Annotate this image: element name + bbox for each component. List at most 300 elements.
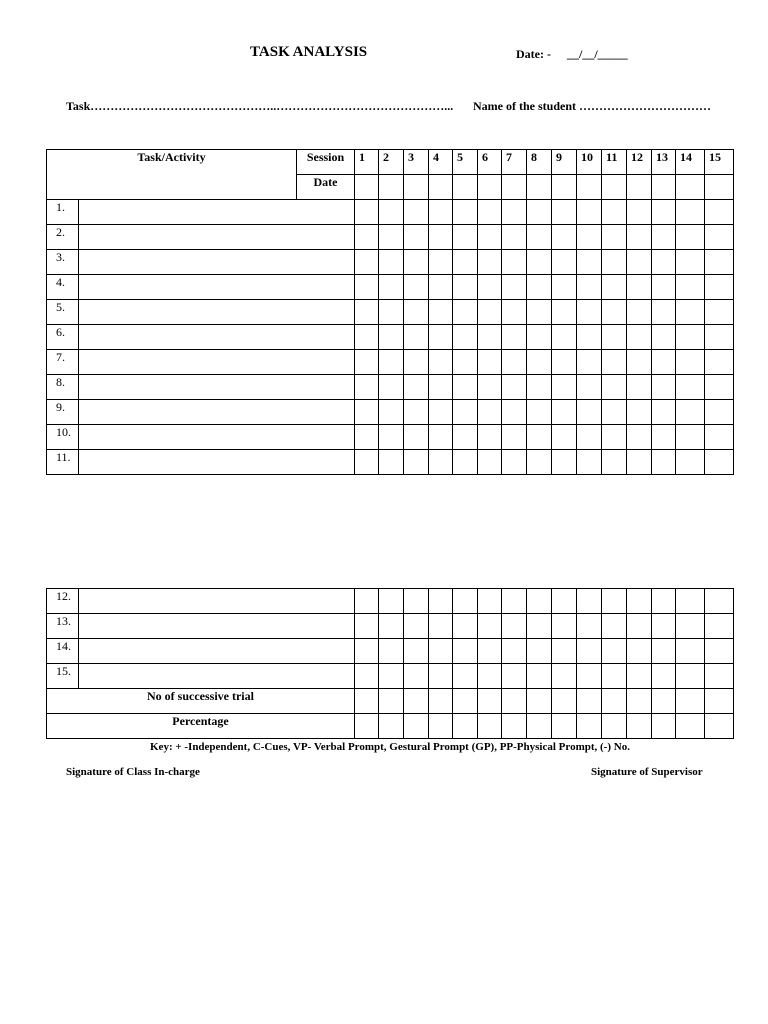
step-session-cell[interactable] [429, 250, 453, 275]
step-session-cell[interactable] [527, 425, 552, 450]
step-session-cell[interactable] [552, 400, 577, 425]
percentage-cell[interactable] [627, 714, 652, 739]
step-description-field[interactable] [79, 250, 355, 275]
step-session-cell[interactable] [577, 275, 602, 300]
step-session-cell[interactable] [355, 639, 379, 664]
step-session-cell[interactable] [502, 614, 527, 639]
step-session-cell[interactable] [602, 225, 627, 250]
step-session-cell[interactable] [705, 225, 734, 250]
step-session-cell[interactable] [429, 639, 453, 664]
step-description-field[interactable] [79, 614, 355, 639]
step-session-cell[interactable] [453, 375, 478, 400]
step-session-cell[interactable] [602, 450, 627, 475]
step-number: 6. [47, 325, 79, 350]
step-session-cell[interactable] [429, 275, 453, 300]
step-session-cell[interactable] [577, 375, 602, 400]
step-session-cell[interactable] [502, 425, 527, 450]
step-session-cell[interactable] [453, 614, 478, 639]
step-session-cell[interactable] [404, 375, 429, 400]
successive-trial-cell[interactable] [478, 689, 502, 714]
step-session-cell[interactable] [429, 325, 453, 350]
step-session-cell[interactable] [478, 200, 502, 225]
step-session-cell[interactable] [552, 300, 577, 325]
step-session-cell[interactable] [627, 639, 652, 664]
session-number-7: 7 [502, 150, 527, 175]
step-description-field[interactable] [79, 200, 355, 225]
step-session-cell[interactable] [676, 639, 705, 664]
step-session-cell[interactable] [355, 325, 379, 350]
step-session-cell[interactable] [502, 325, 527, 350]
step-session-cell[interactable] [652, 300, 676, 325]
step-description-field[interactable] [79, 425, 355, 450]
step-session-cell[interactable] [429, 664, 453, 689]
step-session-cell[interactable] [705, 589, 734, 614]
step-session-cell[interactable] [705, 250, 734, 275]
step-session-cell[interactable] [502, 225, 527, 250]
step-session-cell[interactable] [676, 664, 705, 689]
step-session-cell[interactable] [552, 375, 577, 400]
step-session-cell[interactable] [602, 350, 627, 375]
session-date-cell[interactable] [429, 175, 453, 200]
successive-trial-cell[interactable] [429, 689, 453, 714]
percentage-cell[interactable] [652, 714, 676, 739]
step-session-cell[interactable] [453, 275, 478, 300]
session-date-cell[interactable] [676, 175, 705, 200]
step-session-cell[interactable] [478, 275, 502, 300]
step-session-cell[interactable] [602, 250, 627, 275]
successive-trial-cell[interactable] [527, 689, 552, 714]
session-date-cell[interactable] [453, 175, 478, 200]
percentage-cell[interactable] [478, 714, 502, 739]
step-session-cell[interactable] [552, 250, 577, 275]
percentage-cell[interactable] [404, 714, 429, 739]
step-session-cell[interactable] [602, 664, 627, 689]
step-session-cell[interactable] [577, 425, 602, 450]
step-session-cell[interactable] [404, 350, 429, 375]
step-session-cell[interactable] [652, 325, 676, 350]
step-session-cell[interactable] [676, 350, 705, 375]
step-session-cell[interactable] [527, 275, 552, 300]
signature-supervisor: Signature of Supervisor [591, 766, 703, 778]
step-description-field[interactable] [79, 589, 355, 614]
step-session-cell[interactable] [577, 614, 602, 639]
step-session-cell[interactable] [478, 589, 502, 614]
step-session-cell[interactable] [552, 350, 577, 375]
step-session-cell[interactable] [478, 614, 502, 639]
session-date-cell[interactable] [552, 175, 577, 200]
session-date-cell[interactable] [379, 175, 404, 200]
step-session-cell[interactable] [527, 614, 552, 639]
step-session-cell[interactable] [379, 300, 404, 325]
step-session-cell[interactable] [502, 589, 527, 614]
step-session-cell[interactable] [355, 250, 379, 275]
step-session-cell[interactable] [453, 350, 478, 375]
successive-trial-cell[interactable] [453, 689, 478, 714]
step-session-cell[interactable] [478, 450, 502, 475]
session-date-cell[interactable] [602, 175, 627, 200]
step-session-cell[interactable] [552, 589, 577, 614]
step-session-cell[interactable] [652, 664, 676, 689]
step-session-cell[interactable] [627, 325, 652, 350]
step-session-cell[interactable] [355, 225, 379, 250]
step-number: 1. [47, 200, 79, 225]
step-session-cell[interactable] [627, 350, 652, 375]
step-session-cell[interactable] [652, 375, 676, 400]
step-session-cell[interactable] [429, 589, 453, 614]
step-session-cell[interactable] [429, 225, 453, 250]
step-session-cell[interactable] [552, 664, 577, 689]
step-session-cell[interactable] [453, 300, 478, 325]
percentage-cell[interactable] [527, 714, 552, 739]
step-session-cell[interactable] [676, 450, 705, 475]
step-description-field[interactable] [79, 639, 355, 664]
step-session-cell[interactable] [355, 664, 379, 689]
step-session-cell[interactable] [627, 225, 652, 250]
percentage-cell[interactable] [379, 714, 404, 739]
step-session-cell[interactable] [429, 425, 453, 450]
step-session-cell[interactable] [453, 589, 478, 614]
step-session-cell[interactable] [676, 614, 705, 639]
step-session-cell[interactable] [577, 325, 602, 350]
percentage-cell[interactable] [577, 714, 602, 739]
step-session-cell[interactable] [502, 275, 527, 300]
step-session-cell[interactable] [429, 450, 453, 475]
step-description-field[interactable] [79, 225, 355, 250]
step-session-cell[interactable] [627, 275, 652, 300]
step-description-field[interactable] [79, 450, 355, 475]
step-session-cell[interactable] [404, 664, 429, 689]
step-session-cell[interactable] [355, 589, 379, 614]
date-label: Date: - [516, 47, 551, 61]
step-session-cell[interactable] [453, 200, 478, 225]
step-session-cell[interactable] [527, 639, 552, 664]
successive-trial-cell[interactable] [627, 689, 652, 714]
step-session-cell[interactable] [379, 325, 404, 350]
successive-trial-label: No of successive trial [47, 689, 355, 714]
step-session-cell[interactable] [527, 375, 552, 400]
step-session-cell[interactable] [705, 425, 734, 450]
step-session-cell[interactable] [577, 250, 602, 275]
step-session-cell[interactable] [453, 225, 478, 250]
step-session-cell[interactable] [577, 200, 602, 225]
step-session-cell[interactable] [429, 614, 453, 639]
step-session-cell[interactable] [355, 375, 379, 400]
step-description-field[interactable] [79, 300, 355, 325]
step-session-cell[interactable] [602, 275, 627, 300]
step-session-cell[interactable] [627, 425, 652, 450]
step-session-cell[interactable] [404, 300, 429, 325]
step-session-cell[interactable] [379, 450, 404, 475]
step-session-cell[interactable] [705, 275, 734, 300]
session-number-9: 9 [552, 150, 577, 175]
session-date-cell[interactable] [705, 175, 734, 200]
step-session-cell[interactable] [577, 450, 602, 475]
step-session-cell[interactable] [379, 375, 404, 400]
task-line: Task………………………………………..……………………………………... [66, 99, 454, 113]
step-session-cell[interactable] [355, 350, 379, 375]
step-session-cell[interactable] [627, 250, 652, 275]
step-session-cell[interactable] [379, 275, 404, 300]
step-session-cell[interactable] [429, 300, 453, 325]
step-session-cell[interactable] [676, 325, 705, 350]
step-session-cell[interactable] [478, 225, 502, 250]
step-session-cell[interactable] [478, 300, 502, 325]
step-session-cell[interactable] [453, 250, 478, 275]
step-session-cell[interactable] [676, 400, 705, 425]
successive-trial-cell[interactable] [404, 689, 429, 714]
step-session-cell[interactable] [404, 325, 429, 350]
step-session-cell[interactable] [602, 614, 627, 639]
step-session-cell[interactable] [527, 450, 552, 475]
step-session-cell[interactable] [453, 639, 478, 664]
step-session-cell[interactable] [552, 275, 577, 300]
step-session-cell[interactable] [355, 200, 379, 225]
session-date-cell[interactable] [627, 175, 652, 200]
step-session-cell[interactable] [502, 300, 527, 325]
step-session-cell[interactable] [552, 225, 577, 250]
step-session-cell[interactable] [627, 450, 652, 475]
step-session-cell[interactable] [705, 450, 734, 475]
step-session-cell[interactable] [627, 664, 652, 689]
date-blank: __/__/_____ [567, 47, 628, 61]
step-session-cell[interactable] [429, 400, 453, 425]
step-session-cell[interactable] [577, 589, 602, 614]
step-session-cell[interactable] [478, 375, 502, 400]
step-session-cell[interactable] [502, 400, 527, 425]
step-session-cell[interactable] [602, 639, 627, 664]
percentage-cell[interactable] [453, 714, 478, 739]
step-session-cell[interactable] [577, 300, 602, 325]
step-session-cell[interactable] [502, 250, 527, 275]
percentage-cell[interactable] [502, 714, 527, 739]
step-session-cell[interactable] [676, 225, 705, 250]
percentage-cell[interactable] [355, 714, 379, 739]
step-session-cell[interactable] [652, 614, 676, 639]
step-session-cell[interactable] [652, 400, 676, 425]
step-session-cell[interactable] [379, 589, 404, 614]
step-session-cell[interactable] [527, 589, 552, 614]
step-session-cell[interactable] [429, 350, 453, 375]
step-session-cell[interactable] [602, 589, 627, 614]
step-session-cell[interactable] [552, 639, 577, 664]
successive-trial-cell[interactable] [676, 689, 705, 714]
step-session-cell[interactable] [379, 425, 404, 450]
step-description-field[interactable] [79, 400, 355, 425]
step-session-cell[interactable] [676, 275, 705, 300]
table-row [47, 200, 734, 225]
step-description-field[interactable] [79, 350, 355, 375]
step-session-cell[interactable] [602, 375, 627, 400]
step-session-cell[interactable] [404, 589, 429, 614]
step-session-cell[interactable] [652, 225, 676, 250]
step-session-cell[interactable] [652, 450, 676, 475]
successive-trial-cell[interactable] [379, 689, 404, 714]
step-session-cell[interactable] [478, 250, 502, 275]
step-session-cell[interactable] [478, 350, 502, 375]
step-session-cell[interactable] [527, 300, 552, 325]
step-session-cell[interactable] [577, 400, 602, 425]
session-number-14: 14 [676, 150, 705, 175]
step-session-cell[interactable] [602, 300, 627, 325]
step-session-cell[interactable] [705, 614, 734, 639]
step-session-cell[interactable] [627, 375, 652, 400]
successive-trial-cell[interactable] [552, 689, 577, 714]
percentage-cell[interactable] [676, 714, 705, 739]
session-number-12: 12 [627, 150, 652, 175]
step-session-cell[interactable] [652, 639, 676, 664]
step-session-cell[interactable] [602, 200, 627, 225]
step-session-cell[interactable] [627, 400, 652, 425]
step-session-cell[interactable] [652, 250, 676, 275]
successive-trial-cell[interactable] [502, 689, 527, 714]
session-date-cell[interactable] [652, 175, 676, 200]
step-session-cell[interactable] [627, 589, 652, 614]
step-session-cell[interactable] [705, 300, 734, 325]
step-session-cell[interactable] [577, 639, 602, 664]
step-session-cell[interactable] [502, 350, 527, 375]
step-session-cell[interactable] [478, 425, 502, 450]
step-session-cell[interactable] [552, 200, 577, 225]
step-session-cell[interactable] [379, 639, 404, 664]
step-session-cell[interactable] [478, 664, 502, 689]
step-session-cell[interactable] [705, 400, 734, 425]
table-row [47, 275, 734, 300]
step-session-cell[interactable] [676, 300, 705, 325]
step-session-cell[interactable] [652, 200, 676, 225]
session-number-3: 3 [404, 150, 429, 175]
step-session-cell[interactable] [429, 200, 453, 225]
step-session-cell[interactable] [552, 450, 577, 475]
step-session-cell[interactable] [676, 375, 705, 400]
step-session-cell[interactable] [676, 425, 705, 450]
step-session-cell[interactable] [355, 614, 379, 639]
step-description-field[interactable] [79, 375, 355, 400]
step-session-cell[interactable] [502, 639, 527, 664]
step-session-cell[interactable] [404, 450, 429, 475]
step-session-cell[interactable] [652, 275, 676, 300]
step-session-cell[interactable] [602, 400, 627, 425]
percentage-cell[interactable] [429, 714, 453, 739]
step-session-cell[interactable] [478, 325, 502, 350]
step-session-cell[interactable] [527, 664, 552, 689]
step-session-cell[interactable] [404, 225, 429, 250]
step-description-field[interactable] [79, 325, 355, 350]
percentage-cell[interactable] [705, 714, 734, 739]
successive-trial-cell[interactable] [577, 689, 602, 714]
step-session-cell[interactable] [379, 200, 404, 225]
step-description-field[interactable] [79, 275, 355, 300]
percentage-cell[interactable] [602, 714, 627, 739]
step-session-cell[interactable] [404, 275, 429, 300]
successive-trial-cell[interactable] [705, 689, 734, 714]
step-session-cell[interactable] [705, 350, 734, 375]
step-session-cell[interactable] [705, 639, 734, 664]
step-session-cell[interactable] [627, 200, 652, 225]
step-session-cell[interactable] [705, 375, 734, 400]
step-session-cell[interactable] [527, 250, 552, 275]
step-session-cell[interactable] [705, 664, 734, 689]
step-session-cell[interactable] [453, 664, 478, 689]
step-session-cell[interactable] [355, 275, 379, 300]
step-session-cell[interactable] [379, 350, 404, 375]
step-session-cell[interactable] [527, 350, 552, 375]
step-session-cell[interactable] [404, 250, 429, 275]
percentage-cell[interactable] [552, 714, 577, 739]
step-session-cell[interactable] [404, 200, 429, 225]
step-session-cell[interactable] [478, 400, 502, 425]
step-session-cell[interactable] [652, 589, 676, 614]
task-activity-header-cell [47, 150, 297, 200]
step-session-cell[interactable] [355, 425, 379, 450]
step-session-cell[interactable] [552, 614, 577, 639]
step-session-cell[interactable] [577, 225, 602, 250]
step-session-cell[interactable] [705, 200, 734, 225]
step-session-cell[interactable] [552, 425, 577, 450]
step-session-cell[interactable] [676, 250, 705, 275]
step-session-cell[interactable] [404, 639, 429, 664]
step-session-cell[interactable] [627, 300, 652, 325]
step-session-cell[interactable] [404, 400, 429, 425]
successive-trial-cell[interactable] [652, 689, 676, 714]
step-session-cell[interactable] [527, 400, 552, 425]
step-session-cell[interactable] [355, 450, 379, 475]
session-date-cell[interactable] [404, 175, 429, 200]
session-date-cell[interactable] [577, 175, 602, 200]
session-date-cell[interactable] [355, 175, 379, 200]
step-session-cell[interactable] [502, 450, 527, 475]
step-session-cell[interactable] [502, 200, 527, 225]
successive-trial-cell[interactable] [355, 689, 379, 714]
step-session-cell[interactable] [404, 425, 429, 450]
step-session-cell[interactable] [502, 664, 527, 689]
step-session-cell[interactable] [652, 350, 676, 375]
step-session-cell[interactable] [577, 350, 602, 375]
step-session-cell[interactable] [527, 325, 552, 350]
session-date-cell[interactable] [527, 175, 552, 200]
step-session-cell[interactable] [676, 589, 705, 614]
step-session-cell[interactable] [355, 300, 379, 325]
step-session-cell[interactable] [552, 325, 577, 350]
step-session-cell[interactable] [453, 425, 478, 450]
step-session-cell[interactable] [379, 225, 404, 250]
step-session-cell[interactable] [379, 400, 404, 425]
step-session-cell[interactable] [429, 375, 453, 400]
step-session-cell[interactable] [379, 250, 404, 275]
step-session-cell[interactable] [602, 425, 627, 450]
step-session-cell[interactable] [404, 614, 429, 639]
step-session-cell[interactable] [627, 614, 652, 639]
step-description-field[interactable] [79, 664, 355, 689]
step-session-cell[interactable] [355, 400, 379, 425]
step-session-cell[interactable] [453, 325, 478, 350]
step-session-cell[interactable] [453, 450, 478, 475]
step-session-cell[interactable] [602, 325, 627, 350]
session-date-cell[interactable] [502, 175, 527, 200]
step-session-cell[interactable] [577, 664, 602, 689]
step-session-cell[interactable] [379, 664, 404, 689]
step-session-cell[interactable] [705, 325, 734, 350]
step-session-cell[interactable] [676, 200, 705, 225]
session-date-cell[interactable] [478, 175, 502, 200]
step-session-cell[interactable] [379, 614, 404, 639]
successive-trial-cell[interactable] [602, 689, 627, 714]
step-session-cell[interactable] [453, 400, 478, 425]
step-session-cell[interactable] [652, 425, 676, 450]
step-session-cell[interactable] [502, 375, 527, 400]
step-session-cell[interactable] [527, 200, 552, 225]
step-session-cell[interactable] [478, 639, 502, 664]
step-session-cell[interactable] [527, 225, 552, 250]
